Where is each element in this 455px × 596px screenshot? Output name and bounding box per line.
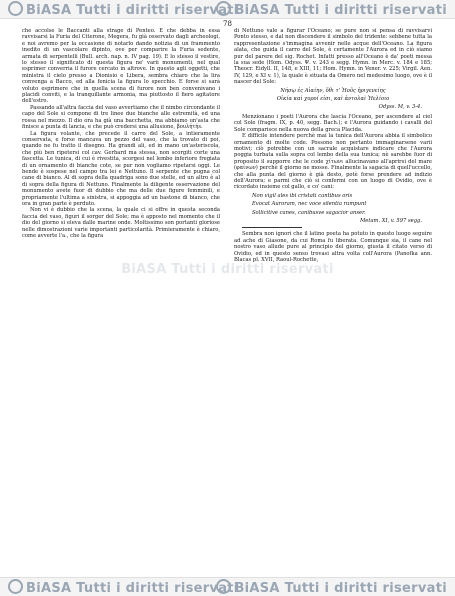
watermark-top-right: BiASA Tutti i diritti riservati (216, 1, 447, 18)
paragraph: che accolse le Baccanti alla strage di Penteo. E che debba in essa ravvisarsi la Furia del Citerone, Megera, fu già osservato dagli archeologi, e noi avremo per la occasione di notarlo dando notizia di un frammento inedito di un vascolare dipinto, ove per comparire la Furia sedente, armata di serpentelli (Bull. arch. nap. n. IV pag. 19). E lo stesso il vestire, lo stesso il significato di questa figura ne' varii monumenti, nel qual esprimer converria il furore cercato in altrove. In questo agli oggetti, che ministra il cielo presso a Dionisio e Libera, sembra chiaro che la lira convenga a Bacco, ed alla fenicia la figura lo specchio. E forse si sarà voluto esprimere che in quella scena di furore non ben convenivano i placidi conviti, e la tranquillante armonia, ma piuttosto il fiero agitatore dell'estro. (22, 28, 220, 105)
document-page (14, 20, 441, 575)
watermark-top-left: BiASA Tutti i diritti riservati (8, 1, 239, 18)
biasa-logo-icon (216, 1, 231, 16)
latin-quote-line: Sollicitive canes, canibusve sagacior anser. (252, 209, 366, 216)
paragraph: Non vi è dubbio che la scena, la quale ci si offre in questa seconda faccia del vaso, figuri il sorger del Sole; ma è apposto nel momento che il dio del giorno si eleva dalle marine onde. Moltissimo son portanti gloriose nelle dimostrazioni varie importanti particolarità. Primieramente è chiaro, come avverte l'a., che la figura (22, 207, 220, 239)
paragraph: Sembra non ignori che il latino poeta ha potuto in questo luogo seguire ad ache di Giasone, da cui Roma fu liberata. Comunque sia, il cane nel nostro vaso allude pure al principio del giorno, giusta il citato verso di Ovidio, ed in questo senso trovasi altra volta coll'Aurora (Panofka ann. Blacas pl. XVII, Raoul-Rochette, (234, 231, 432, 263)
left-column (22, 28, 220, 239)
paragraph: La figura volante, che precede il carro del Sole, a intieramente conservata, e forse mancava un pezzo del vaso, che la trovato di poi, quando ne fu tratto il disegno. Ha grandi ali, ed in mano un'asteriscola, che più ben ripetersi col cav. Gerhard ma stessa, non scorgiti corte una fascetta. Le tunica, di cui è rivestita, scorgesi nel lembo inferiore fregiata di un ornamento di bianche cote, se pur non vogliamo ripetarsi oggi. Le bende è sospese nel campo tra lei e Nettuno. Il serpente che pugna col cane di bianco. Al di sopra della quadriga sono due stelle, ed un altro è al di sopra della figura di Nettuno. Finalmente la diligente osservazione del monumento avete fuor di dubbio che ma delle due figure femminili, e propriamente l'ultima a sinistra, si appoggia ad un bastone di bianco, che ora in gran parte è perduto. (22, 130, 220, 207)
biasa-logo-icon (216, 579, 231, 594)
paragraph: di Nettuno vale a figurar l'Oceano; se pure non si pensa di ravvisarvi Ponto stesso, e dal non discendere il simbolo del tridente: sebbene tutta la rappresentazione s'immagina avvenir nelle acque dell'Oceano. La figura alata, che guida il carro del Sole, è certamente l'Aurora ed in ciò siamo pur del parere del sig. Rochet. Infatti presso all'Oceano è da' poeti messa la sua sede (Hom. Odyss. Ψ. v. 243 e segg. Hymn. in Merc. v. 184 e 185; Theocr. Eidyll. II, 148, e XIII, 11; Hom. Hymn. in Vener. v. 225; Virgil. Aen. IV, 129, e XI v. 1), la quale è situata da Omero nel medesimo luogo, ove è il nascer del Sole: (234, 28, 432, 86)
biasa-logo-icon (8, 579, 23, 594)
divider (242, 227, 302, 228)
watermark-center: BiASA Tutti i diritti riservati (121, 262, 334, 277)
latin-quote-line: Non vigil ales ibi cristati cantibus oris (252, 192, 353, 199)
watermark-bottom-left: BiASA Tutti i diritti riservati (8, 579, 239, 596)
watermark-bottom-right: BiASA Tutti i diritti riservati (216, 579, 447, 596)
bottom-watermark-bar (0, 577, 455, 596)
greek-quote-line: Νήσῳ ἐς Αἰαίην, ὅθι τ' Ἠοῦς ἠριγενείης (280, 87, 386, 94)
greek-quote-line: Οἰκία καὶ χοροί εἰσι, καὶ ἀντολαὶ Ἠελίοιο (276, 96, 390, 103)
greek-citation: Odyss. M, v. 3-4. (378, 104, 422, 111)
latin-citation: Metam. XI, v. 597 segg. (359, 217, 422, 224)
paragraph: Menzionano i poeti l'Aurora che lascia l'Oceano, per ascendere al ciel col Sole (fragm. IX, p. 40, segg. Bach.); e l'Aurora guidando i cavalli del Sole comparisce nella nuova della greca Placida. (234, 113, 432, 133)
paragraph: E difficile intendere perchè mai la tunica dell'Aurora abbia il simbolico ornamento di molte code. Possono non pertanto immaginarsene varii motivi; ciò potrebbe con un sacrale acquistare indicare che l'Aurora poggia turbata sulla sopra col lembo della sua tunica; nè sarebbe fuor di proposito il supporre che le code χίτωνι allucinavano all'aprirsi del mare (φαίνων) perchè il giorno ne mosse. Finalmente la sagacia di quell'uccello, che alla punta del giorno è già desto, potè forse prendere ad indizio dell'Aurora; e parmi che ciò si confermi con un luogo di Ovidio, ove è ricordato insieme col gallo, e co' cani: (234, 133, 432, 191)
paragraph: Passando all'altra faccia del vaso avvertiamo che il nimbo circondante il capo del Sole si compone di tre linee due bianche alle estremità, ed una rossa nel mezzo. Il dio ora ha già una bacchetta, ma abbiamo un'asta che finisce a punta di lancia, e che può credersi una allusione, βουλήτήs. (22, 104, 220, 131)
top-watermark-bar (0, 0, 455, 19)
right-column (234, 28, 432, 263)
latin-quote-line: Evocat Auroram, nec voce silentia rumpunt (252, 201, 367, 208)
biasa-logo-icon (8, 1, 23, 16)
page-number: 78 (223, 20, 232, 28)
